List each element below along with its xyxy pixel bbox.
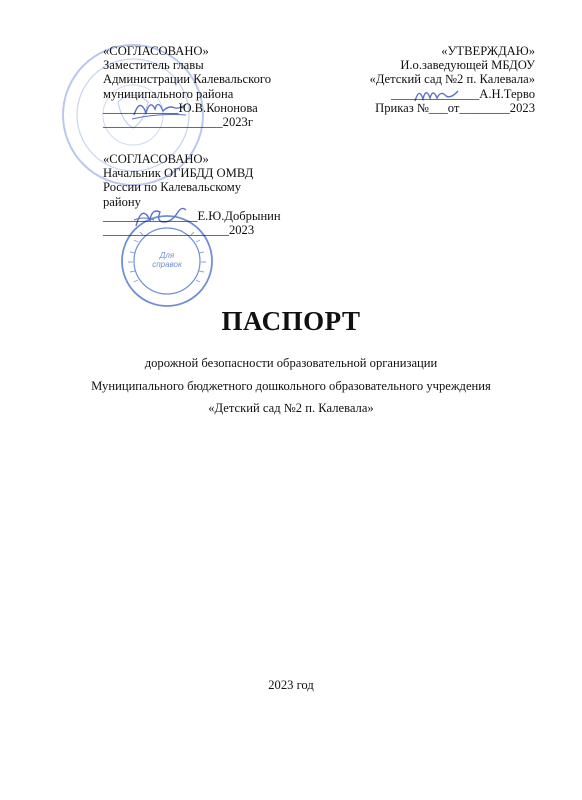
approval-head-organization: «Детский сад №2 п. Калевала» — [369, 72, 535, 87]
approval-police-position: Начальник ОГИБДД ОМВД — [103, 166, 254, 181]
approval-police-date-line: ____________________2023 — [103, 223, 255, 238]
approval-head-signature-line: ______________А.Н.Терво — [391, 86, 535, 101]
approval-admin-organization: Администрации Калевальского — [103, 72, 272, 87]
document-title: ПАСПОРТ — [221, 306, 361, 336]
approval-police-signature-line: _______________Е.Ю.Добрынин — [103, 208, 281, 223]
subtitle-line-1: дорожной безопасности образовательной организации — [144, 356, 438, 370]
approval-admin-heading: «СОГЛАСОВАНО» — [103, 44, 209, 58]
approval-admin-position: Заместитель главы — [103, 58, 204, 73]
approval-police-organization-cont: району — [103, 194, 141, 209]
approval-police-heading: «СОГЛАСОВАНО» — [103, 152, 209, 166]
seal-stamp-police-text: Для справок — [152, 251, 182, 269]
approval-block-head — [370, 44, 535, 115]
approval-block-admin — [103, 44, 271, 129]
subtitle-line-3: «Детский сад №2 п. Калевала» — [208, 401, 374, 415]
document-year: 2023 год — [268, 678, 314, 692]
document-subtitle — [0, 352, 582, 420]
approval-head-heading: «УТВЕРЖДАЮ» — [441, 44, 535, 58]
subtitle-line-2: Муниципального бюджетного дошкольного образовательного учреждения — [91, 378, 491, 393]
approval-police-organization: России по Калевальскому — [103, 180, 242, 195]
approval-head-order-line: Приказ №___от________2023 — [375, 100, 535, 115]
approval-head-position: И.о.заведующей МБДОУ — [400, 58, 535, 73]
approval-admin-signature-line: ____________Ю.В.Кононова — [103, 100, 258, 115]
approval-admin-organization-cont: муниципального района — [103, 86, 234, 101]
approval-block-police — [103, 152, 281, 237]
approval-admin-date-line: ___________________2023г — [103, 115, 253, 130]
